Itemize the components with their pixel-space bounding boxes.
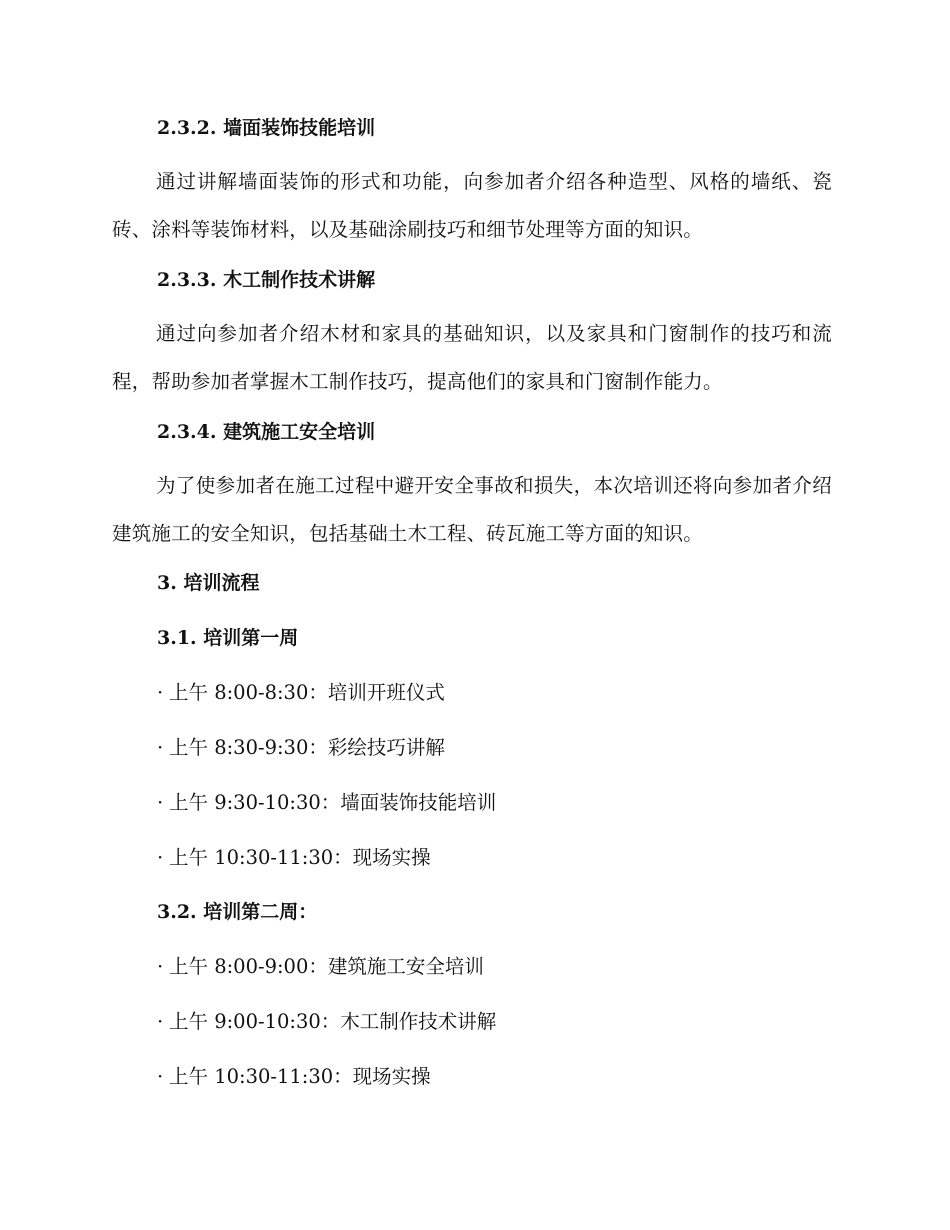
section-heading-2-3-3: 2.3.3. 木工制作技术讲解: [157, 269, 376, 291]
section-heading-2-3-2: 2.3.2. 墙面装饰技能培训: [157, 117, 376, 139]
list-item-text: 上午 10:30-11:30：现场实操: [169, 1065, 431, 1088]
section-heading-3-2: 3.2. 培训第二周：: [157, 901, 318, 923]
bullet-icon: ·: [157, 791, 164, 814]
section-body-2-3-3: 通过向参加者介绍木材和家具的基础知识，以及家具和门窗制作的技巧和流程，帮助参加者掌握木工制作技巧，提高他们的家具和门窗制作能力。: [112, 322, 832, 393]
bullet-icon: ·: [157, 736, 164, 759]
list-item: [157, 791, 496, 815]
list-item-text: 上午 8:00-8:30：培训开班仪式: [169, 681, 445, 704]
section-heading-3: 3. 培训流程: [157, 572, 260, 594]
list-item-text: 上午 9:00-10:30：木工制作技术讲解: [169, 1010, 497, 1033]
bullet-icon: ·: [157, 1010, 164, 1033]
list-item: [157, 736, 445, 760]
list-item-text: 上午 8:30-9:30：彩绘技巧讲解: [169, 736, 445, 759]
list-item: [157, 681, 445, 705]
list-item: [157, 1065, 431, 1089]
section-heading-3-1: 3.1. 培训第一周: [157, 627, 299, 649]
bullet-icon: ·: [157, 846, 164, 869]
bullet-icon: ·: [157, 955, 164, 978]
list-item-text: 上午 10:30-11:30：现场实操: [169, 846, 431, 869]
section-heading-2-3-4: 2.3.4. 建筑施工安全培训: [157, 421, 376, 443]
list-item: [157, 1010, 496, 1034]
list-item-text: 上午 8:00-9:00：建筑施工安全培训: [169, 955, 484, 978]
section-body-2-3-2: 通过讲解墙面装饰的形式和功能，向参加者介绍各种造型、风格的墙纸、瓷砖、涂料等装饰材料，以及基础涂刷技巧和细节处理等方面的知识。: [112, 170, 832, 241]
bullet-icon: ·: [157, 681, 164, 704]
bullet-icon: ·: [157, 1065, 164, 1088]
list-item: [157, 846, 431, 870]
list-item-text: 上午 9:30-10:30：墙面装饰技能培训: [169, 791, 497, 814]
list-item: [157, 955, 484, 979]
section-body-2-3-4: 为了使参加者在施工过程中避开安全事故和损失，本次培训还将向参加者介绍建筑施工的安全知识，包括基础土木工程、砖瓦施工等方面的知识。: [112, 474, 832, 545]
